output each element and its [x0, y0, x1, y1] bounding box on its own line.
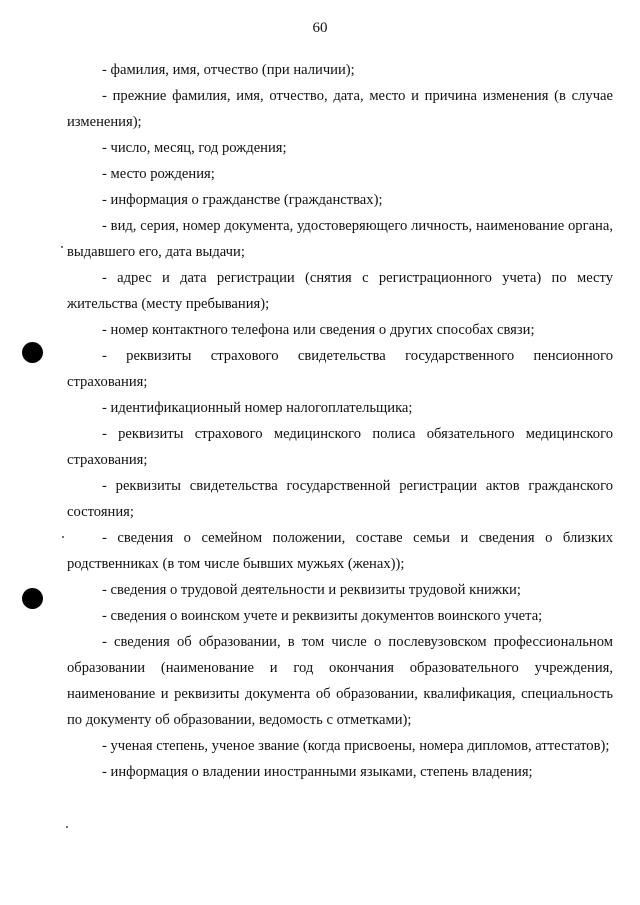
list-item: - число, месяц, год рождения; — [102, 140, 287, 156]
list-item: - идентификационный номер налогоплательщика; — [102, 400, 413, 416]
list-item: - сведения о воинском учете и реквизиты документов воинского учета; — [102, 608, 543, 624]
list-item: - ученая степень, ученое звание (когда присвоены, номера дипломов, аттестатов); — [102, 738, 610, 754]
list-item: - реквизиты свидетельства государственной регистрации актов гражданского состояния; — [67, 478, 613, 520]
list-item: - информация о владении иностранными языками, степень владения; — [102, 764, 533, 780]
page-number: 60 — [312, 20, 328, 36]
list-item: - реквизиты страхового медицинского полиса обязательного медицинского страхования; — [67, 426, 613, 468]
list-item: - прежние фамилия, имя, отчество, дата, место и причина изменения (в случае изменения); — [67, 88, 613, 130]
list-item: - сведения о семейном положении, составе семьи и сведения о близких родственниках (в том числе бывших мужьях (женах)); — [67, 530, 613, 572]
list-item: - место рождения; — [102, 166, 215, 182]
list-item: - фамилия, имя, отчество (при наличии); — [102, 62, 355, 78]
document-body — [67, 57, 613, 785]
list-item: - информация о гражданстве (гражданствах); — [102, 192, 383, 208]
punch-hole — [22, 588, 43, 609]
scan-speck — [61, 246, 63, 248]
list-item: - сведения о трудовой деятельности и реквизиты трудовой книжки; — [102, 582, 521, 598]
list-item: - номер контактного телефона или сведения о других способах связи; — [102, 322, 535, 338]
scan-speck — [66, 826, 68, 828]
punch-hole — [22, 342, 43, 363]
list-item: - вид, серия, номер документа, удостоверяющего личность, наименование органа, выдавшего его, дата выдачи; — [67, 218, 613, 260]
scan-speck — [62, 536, 64, 538]
list-item: - сведения об образовании, в том числе о послевузовском профессиональном образовании (наименование и год окончания образовательного учреждения, наименование и реквизиты документа об образовании, квалификация, специальность по документу об образовании, ведомость с отметками); — [67, 634, 613, 728]
list-item: - адрес и дата регистрации (снятия с регистрационного учета) по месту жительства (месту пребывания); — [67, 270, 613, 312]
list-item: - реквизиты страхового свидетельства государственного пенсионного страхования; — [67, 348, 613, 390]
